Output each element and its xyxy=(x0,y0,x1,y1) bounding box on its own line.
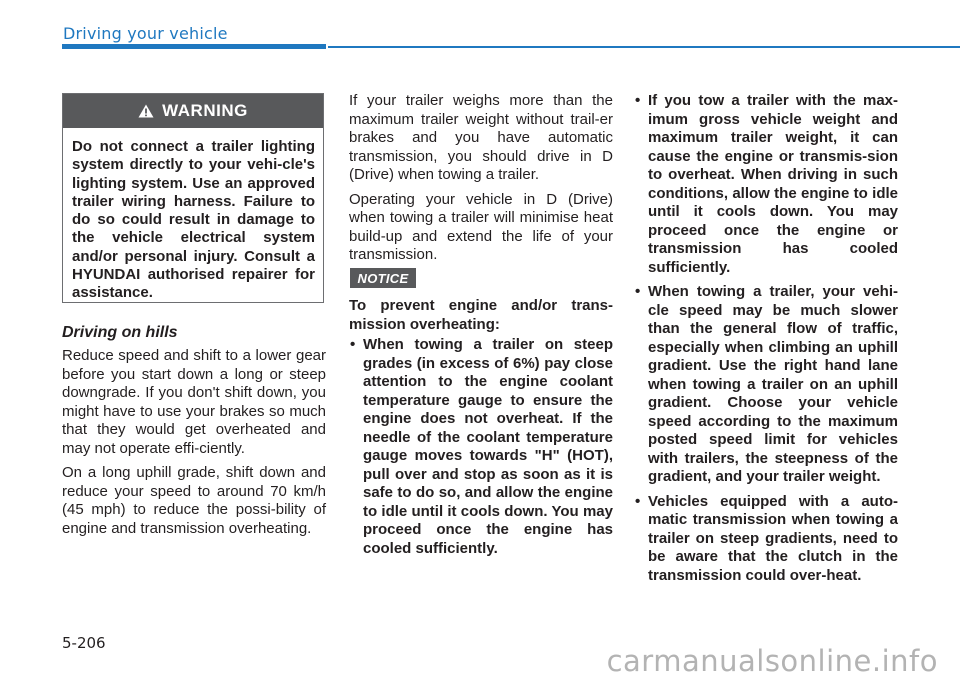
hills-heading: Driving on hills xyxy=(62,324,178,341)
right-column xyxy=(634,92,898,585)
page-number: 5-206 xyxy=(62,634,106,652)
warning-box xyxy=(62,93,324,303)
list-item: • Vehicles equipped with a auto-matic transmission when towing a trailer on steep gradients, need to be aware that the clutch in the transmission could over-heat. xyxy=(634,493,898,586)
hills-section xyxy=(62,347,326,538)
notice-badge: NOTICE xyxy=(350,268,416,288)
middle-paragraph-1: If your trailer weighs more than the maximum trailer weight without trail-er brakes and you have automatic transmission, you should drive in D (Drive) when towing a trailer. xyxy=(349,92,613,183)
warning-text: Do not connect a trailer lighting system directly to your vehi-cle's lighting system. Use an approved trailer wiring harness. Failure to do so could result in damage to the vehicle electrical system and/or personal injury. Consult a HYUNDAI authorised repairer for assistance. xyxy=(72,138,315,302)
warning-triangle-icon xyxy=(138,104,154,118)
right-bullet-list xyxy=(634,92,898,585)
watermark: carmanualsonline.info xyxy=(606,644,938,678)
notice-heading: To prevent engine and/or trans-mission overheating: xyxy=(349,297,613,333)
middle-column-notice xyxy=(349,297,613,558)
section-title: Driving your vehicle xyxy=(63,24,228,43)
middle-column-top xyxy=(349,92,613,265)
notice-bullet-list xyxy=(349,336,613,558)
hills-paragraph-1: Reduce speed and shift to a lower gear before you start down a long or steep downgrade. If you don't shift down, you might have to use your brakes so much that they would get overheated and may not operate effi-ciently. xyxy=(62,347,326,457)
list-item: • When towing a trailer, your vehi-cle speed may be much slower than the general flow of traffic, especially when climbing an uphill gradient. Use the right hand lane when towing a trailer on an uphill gradient. Choose your vehicle speed according to the maximum posted speed limit for vehicles with trailers, the steepness of the gradient, and your trailer weight. xyxy=(634,283,898,487)
header-rule-thick xyxy=(62,44,326,49)
list-item: • If you tow a trailer with the max-imum gross vehicle weight and maximum trailer weight, it can cause the engine or transmis-sion to overheat. When driving in such conditions, allow the engine to idle until it cools down. You may proceed once the engine or transmission has cooled sufficiently. xyxy=(634,92,898,277)
hills-paragraph-2: On a long uphill grade, shift down and reduce your speed to around 70 km/h (45 mph) to reduce the possi-bility of engine and transmission overheating. xyxy=(62,464,326,537)
middle-paragraph-2: Operating your vehicle in D (Drive) when towing a trailer will minimise heat build-up and extend the life of your transmission. xyxy=(349,190,613,263)
header-rule-thin xyxy=(328,46,960,48)
warning-header xyxy=(63,94,323,128)
warning-label: WARNING xyxy=(162,101,248,120)
list-item: • When towing a trailer on steep grades (in excess of 6%) pay close attention to the engine coolant temperature gauge to ensure the engine does not overheat. If the needle of the coolant temperature gauge moves towards "H" (HOT), pull over and stop as soon as it is safe to do so, and allow the engine to idle until it cools down. You may proceed once the engine has cooled sufficiently. xyxy=(349,336,613,558)
